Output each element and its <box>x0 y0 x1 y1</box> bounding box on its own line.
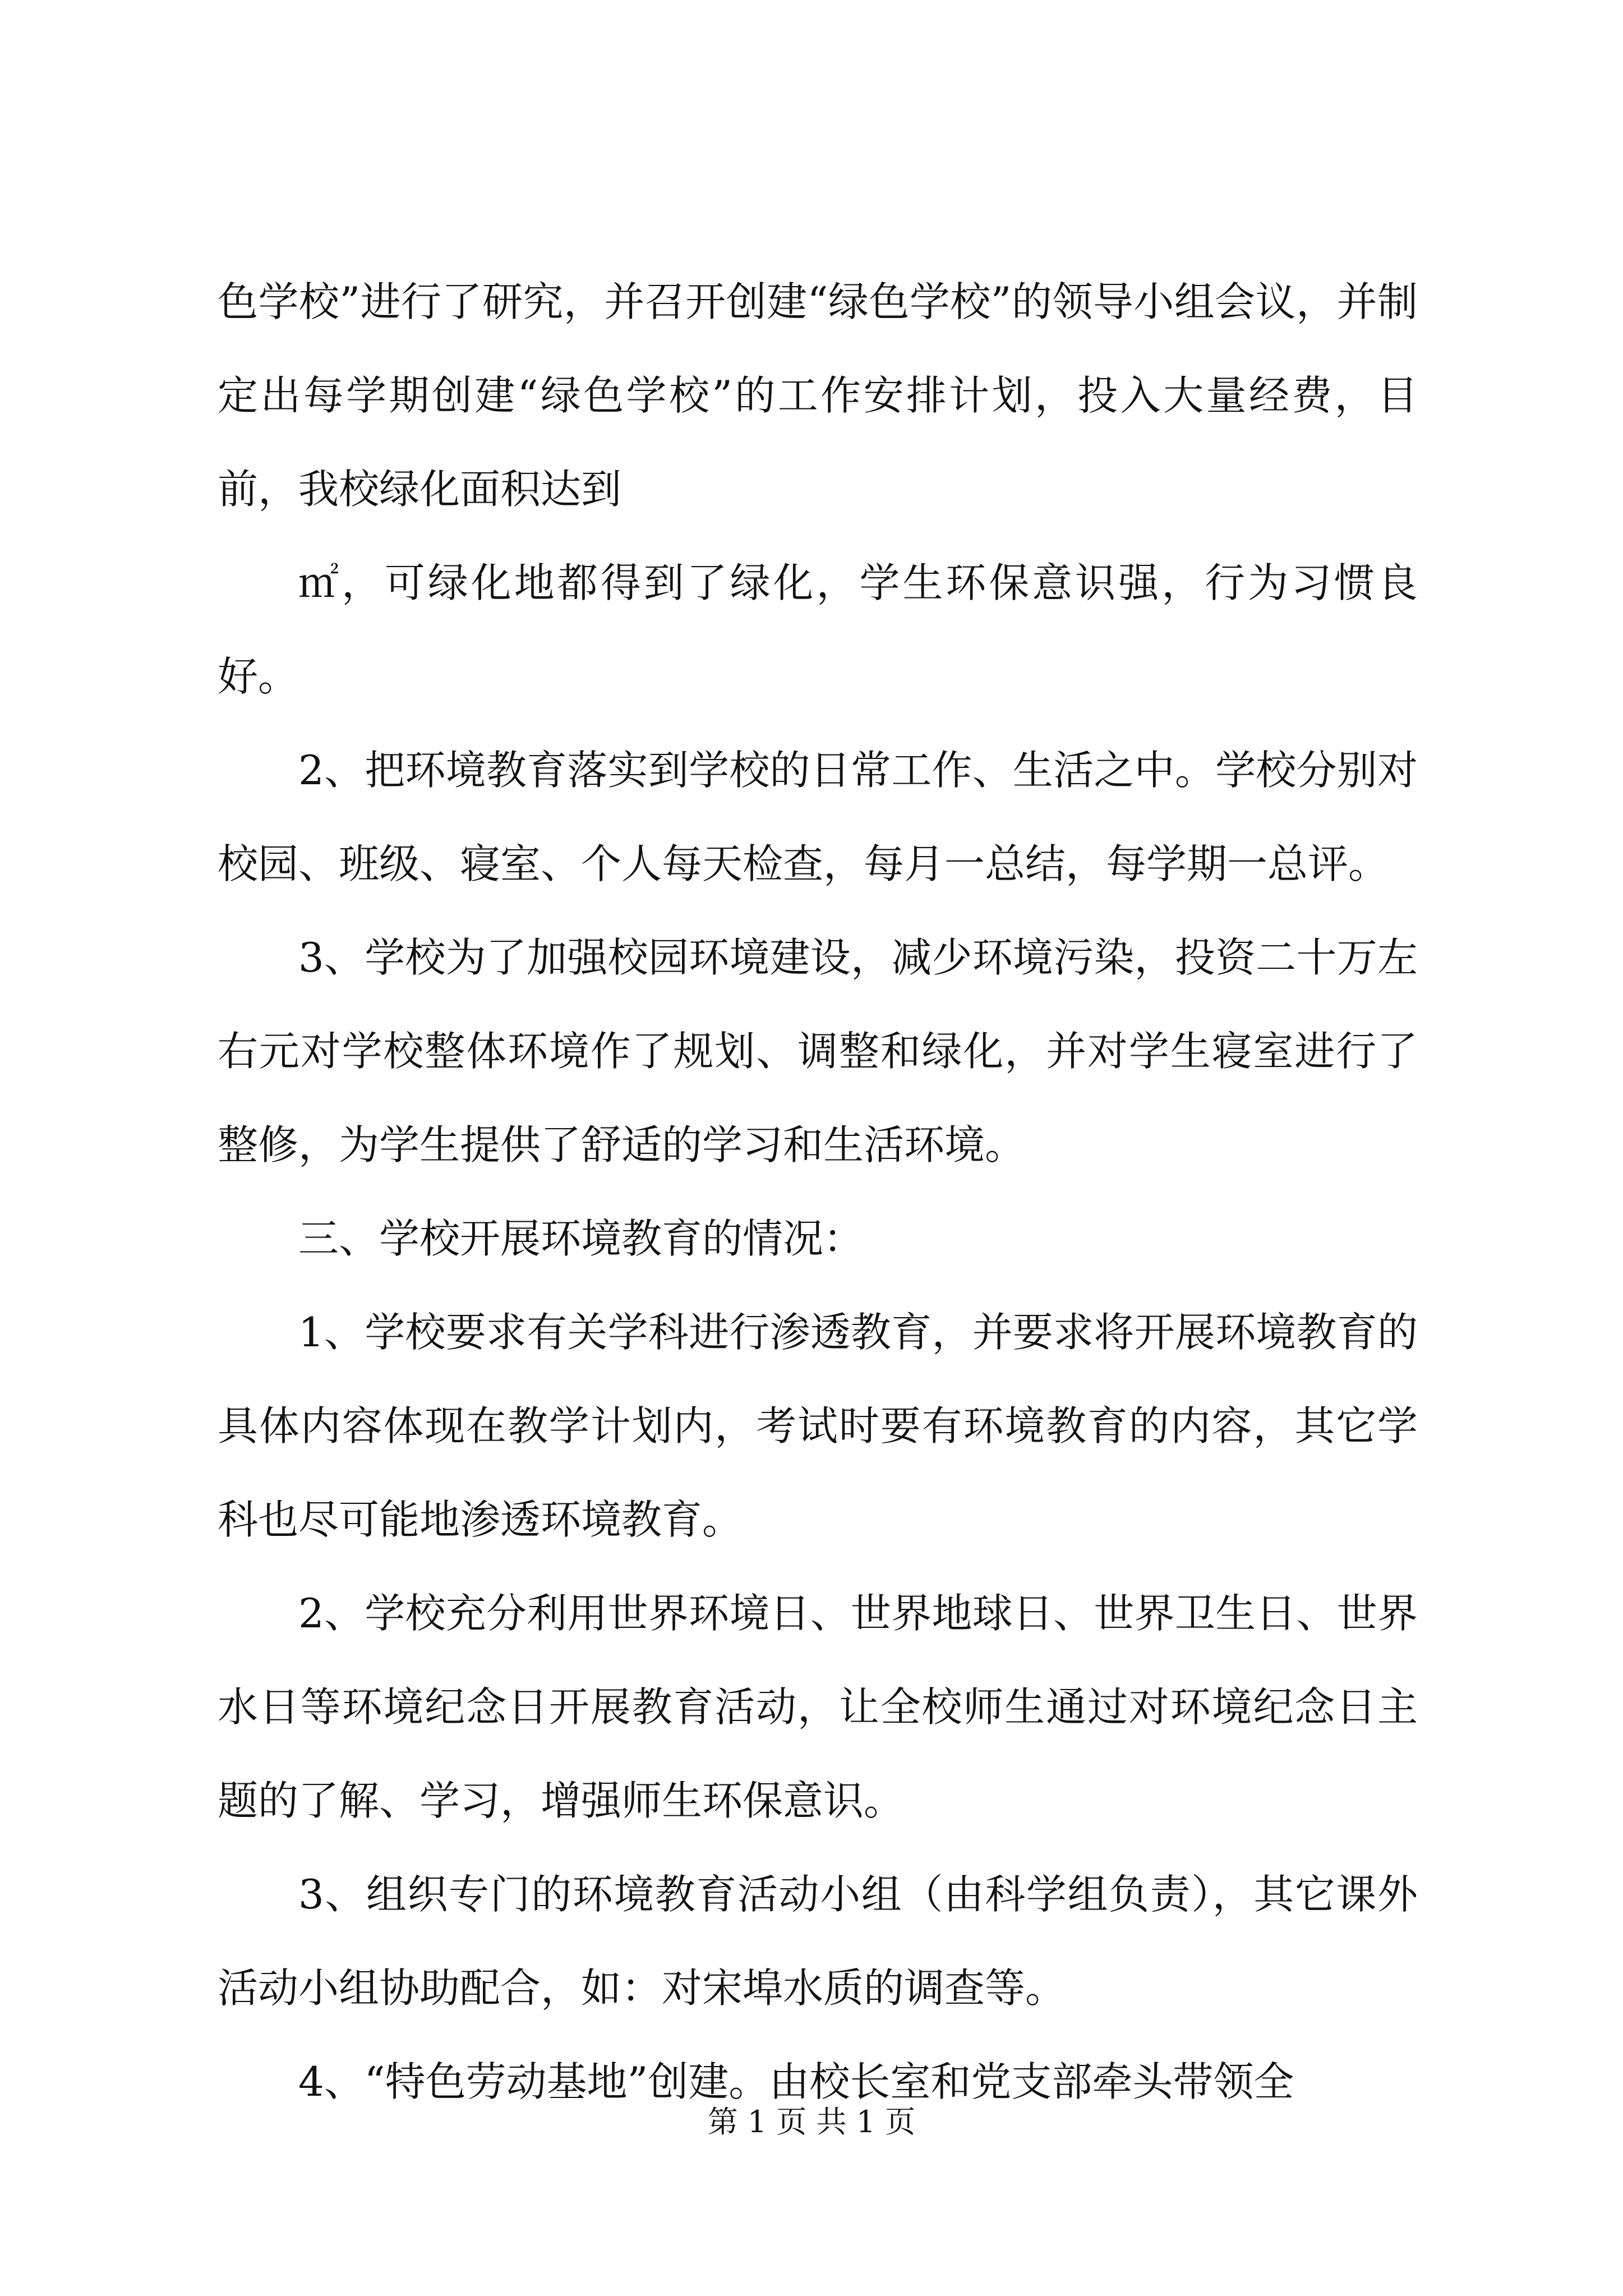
section-heading-3: 三、学校开展环境教育的情况： <box>298 1215 864 1262</box>
paragraph-continuation: 色学校”进行了研究，并召开创建“绿色学校”的领导小组会议，并制定出每学期创建“绿色学校”的工作安排计划，投入大量经费，目前，我校绿化面积达到 <box>218 278 1418 513</box>
paragraph-section3-item-1: 1、学校要求有关学科进行渗透教育，并要求将开展环境教育的具体内容体现在教学计划内，考试时要有环境教育的内容，其它学科也尽可能地渗透环境教育。 <box>218 1309 1418 1543</box>
paragraph-item-3: 3、学校为了加强校园环境建设，减少环境污染，投资二十万左右元对学校整体环境作了规划、调整和绿化，并对学生寝室进行了整修，为学生提供了舒适的学习和生活环境。 <box>218 934 1418 1168</box>
paragraph-section3-item-2: 2、学校充分利用世界环境日、世界地球日、世界卫生日、世界水日等环境纪念日开展教育活动，让全校师生通过对环境纪念日主题的了解、学习，增强师生环保意识。 <box>218 1590 1418 1824</box>
paragraph-item-2: 2、把环境教育落实到学校的日常工作、生活之中。学校分别对校园、班级、寝室、个人每天检查，每月一总结，每学期一总评。 <box>218 747 1418 887</box>
document-body <box>218 255 1418 2129</box>
page-footer: 第 1 页 共 1 页 <box>707 2104 916 2139</box>
paragraph-area-greening: ㎡，可绿化地都得到了绿化，学生环保意识强，行为习惯良好。 <box>218 559 1418 700</box>
paragraph-section3-item-4: 4、“特色劳动基地”创建。由校长室和党支部牵头带领全 <box>298 2058 1294 2105</box>
paragraph-section3-item-3: 3、组织专门的环境教育活动小组（由科学组负责），其它课外活动小组协助配合，如：对宋埠水质的调查等。 <box>218 1871 1418 2012</box>
